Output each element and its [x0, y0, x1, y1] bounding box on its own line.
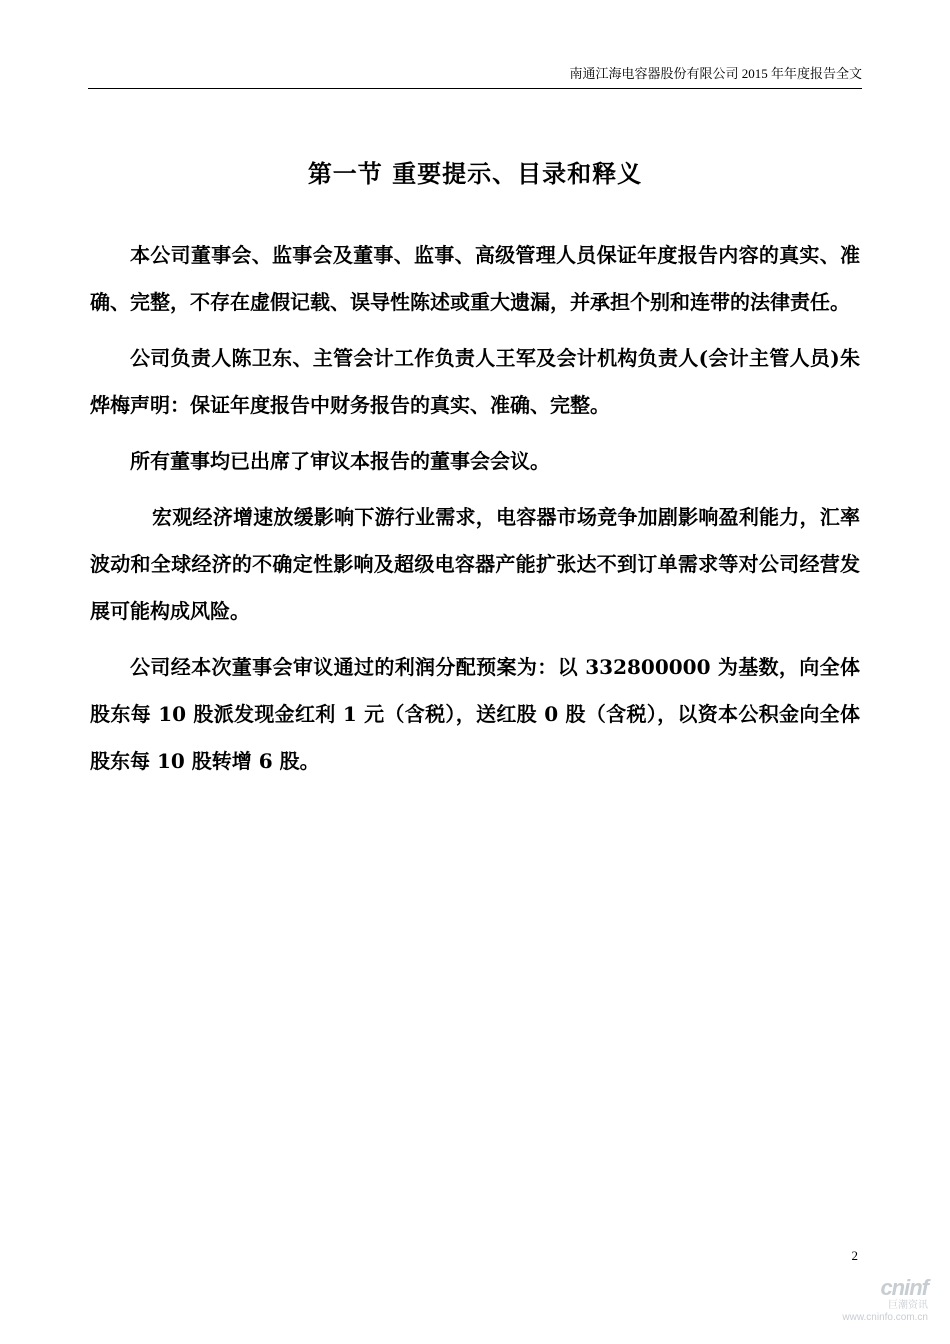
body-content	[90, 232, 860, 794]
paragraph-responsibility: 本公司董事会、监事会及董事、监事、高级管理人员保证年度报告内容的真实、准确、完整，不存在虚假记载、误导性陈述或重大遗漏，并承担个别和连带的法律责任。	[90, 243, 860, 314]
section-title: 第一节 重要提示、目录和释义	[307, 159, 643, 188]
paragraph-profit-distribution: 公司经本次董事会审议通过的利润分配预案为：以 332800000 为基数，向全体股东每 10 股派发现金红利 1 元（含税），送红股 0 股（含税），以资本公积金向全体股东每 10 股转增 6 股。	[90, 655, 860, 773]
cninfo-logo: cninf	[880, 1275, 928, 1300]
paragraph-risk: 宏观经济增速放缓影响下游行业需求，电容器市场竞争加剧影响盈利能力，汇率波动和全球经济的不确定性影响及超级电容器产能扩张达不到订单需求等对公司经营发展可能构成风险。	[90, 505, 860, 623]
running-header-title: 南通江海电容器股份有限公司 2015 年年度报告全文	[569, 66, 862, 81]
page-number: 2	[851, 1248, 858, 1263]
paragraph-attendance: 所有董事均已出席了审议本报告的董事会会议。	[130, 449, 550, 473]
paragraph-declaration: 公司负责人陈卫东、主管会计工作负责人王军及会计机构负责人(会计主管人员)朱烨梅声明：保证年度报告中财务报告的真实、准确、完整。	[90, 346, 860, 417]
running-header	[88, 64, 862, 89]
cninfo-url: www.cninfo.com.cn	[842, 1312, 928, 1323]
cninfo-logo-cn: 巨潮资讯	[888, 1300, 928, 1311]
cninfo-watermark	[818, 1276, 928, 1338]
